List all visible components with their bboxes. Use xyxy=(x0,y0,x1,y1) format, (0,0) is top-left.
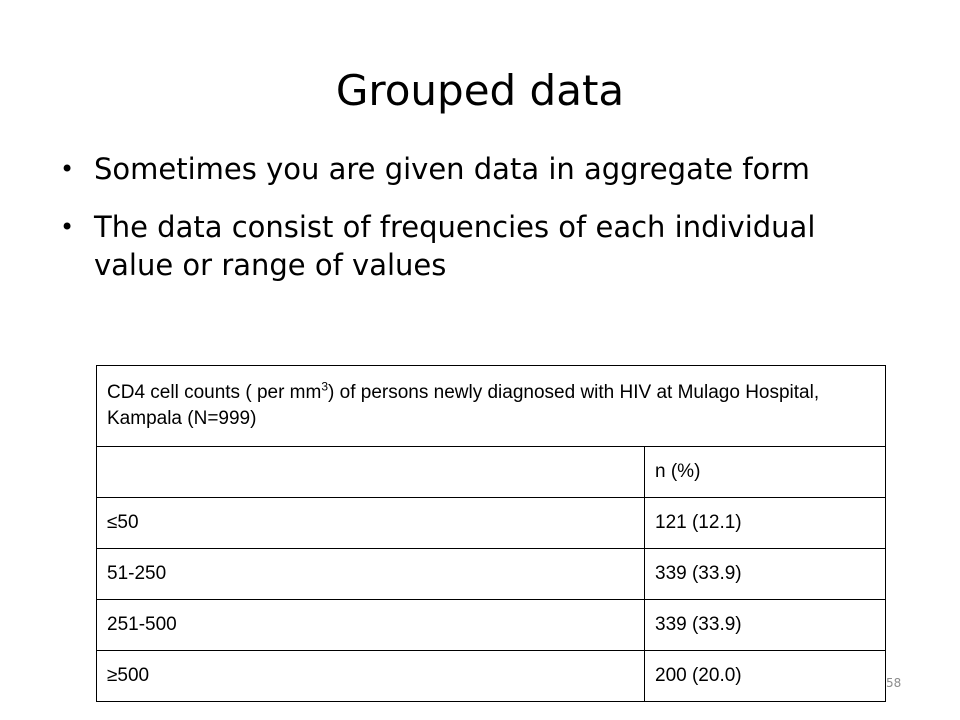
table-cell-range: 251-500 xyxy=(97,600,645,651)
slide-number: 58 xyxy=(886,676,902,690)
table-header-row xyxy=(97,447,886,498)
table-caption-row xyxy=(97,366,886,447)
table-caption xyxy=(97,366,886,447)
bullet-dot-icon: • xyxy=(60,155,75,183)
table-header-cell xyxy=(97,447,645,498)
table-row xyxy=(97,549,886,600)
table-cell-count: 200 (20.0) xyxy=(645,651,886,702)
bullet-dot-icon: • xyxy=(60,213,75,241)
table-cell-range: 51-250 xyxy=(97,549,645,600)
table-cell-count: 121 (12.1) xyxy=(645,498,886,549)
table-cell-range: ≤50 xyxy=(97,498,645,549)
table-header-cell: n (%) xyxy=(645,447,886,498)
slide-title: Grouped data xyxy=(335,66,625,115)
bullet-item xyxy=(60,150,860,188)
table-row xyxy=(97,651,886,702)
caption-superscript: 3 xyxy=(321,379,329,394)
bullet-text: The data consist of frequencies of each individual value or range of values xyxy=(94,210,816,282)
table-cell-count: 339 (33.9) xyxy=(645,549,886,600)
table-row xyxy=(97,600,886,651)
bullet-item xyxy=(60,208,860,284)
table-cell-range: ≥500 xyxy=(97,651,645,702)
table-row xyxy=(97,498,886,549)
caption-text-start: CD4 cell counts ( per mm xyxy=(107,382,322,403)
cd4-count-table xyxy=(96,365,886,702)
table-cell-count: 339 (33.9) xyxy=(645,600,886,651)
bullet-list xyxy=(60,150,860,304)
caption-text-end: ) of persons newly diagnosed with HIV at Mulago Hospital, Kampala (N=999) xyxy=(107,382,820,429)
bullet-text: Sometimes you are given data in aggregate form xyxy=(94,152,810,186)
